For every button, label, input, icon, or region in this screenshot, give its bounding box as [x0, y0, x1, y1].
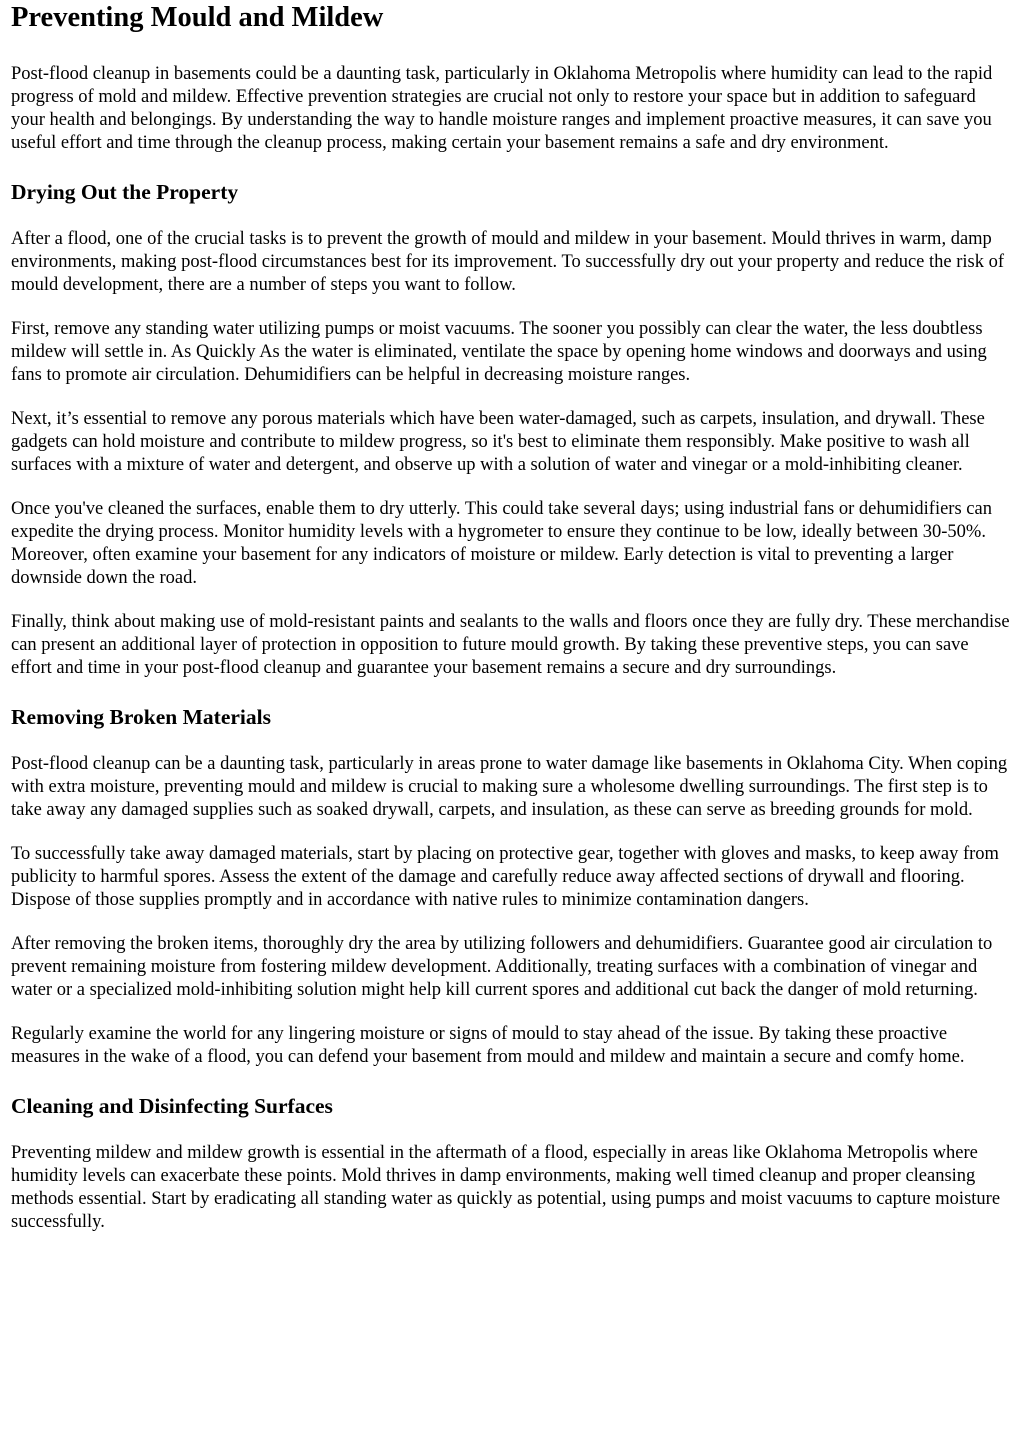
paragraph: Once you've cleaned the surfaces, enable them to dry utterly. This could take several days; using industrial fans or dehumidifiers can expedite the drying process. Monitor humidity levels with a hygrometer to ensure they continue to be low, ideally between 30-50%. Moreover, often examine your basement for any indicators of moisture or mildew. Early detection is vital to preventing a larger downside down the road. [11, 499, 992, 588]
paragraph: Finally, think about making use of mold-resistant paints and sealants to the walls and floors once they are fully dry. These merchandise can present an additional layer of protection in opposition to future mould growth. By taking these preventive steps, you can save effort and time in your post-flood cleanup and guarantee your basement remains a secure and dry surroundings. [11, 612, 1010, 678]
paragraph: After a flood, one of the crucial tasks is to prevent the growth of mould and mildew in your basement. Mould thrives in warm, damp environments, making post-flood circumstances best for its improvement. To successfully dry out your property and reduce the risk of mould development, there are a number of steps you want to follow. [11, 229, 1005, 295]
paragraph: Next, it’s essential to remove any porous materials which have been water-damaged, such as carpets, insulation, and drywall. These gadgets can hold moisture and contribute to mildew progress, so it's best to eliminate them responsibly. Make positive to wash all surfaces with a mixture of water and detergent, and observe up with a solution of water and vinegar or a mold-inhibiting cleaner. [11, 409, 985, 475]
section-heading: Removing Broken Materials [11, 705, 271, 729]
section-cleaning-surfaces [11, 1093, 1013, 1234]
intro-paragraph: Post-flood cleanup in basements could be a daunting task, particularly in Oklahoma Metropolis where humidity can lead to the rapid progress of mold and mildew. Effective prevention strategies are crucial not only to restore your space but in addition to safeguard your health and belongings. By understanding the way to handle moisture ranges and implement proactive measures, it can save you useful effort and time through the cleanup process, making certain your basement remains a safe and dry environment. [11, 64, 993, 153]
paragraph: After removing the broken items, thoroughly dry the area by utilizing followers and dehumidifiers. Guarantee good air circulation to prevent remaining moisture from fostering mildew development. Additionally, treating surfaces with a combination of vinegar and water or a specialized mold-inhibiting solution might help kill current spores and additional cut back the danger of mold returning. [11, 934, 993, 1000]
section-drying-out [11, 179, 1013, 680]
section-removing-materials [11, 704, 1013, 1069]
paragraph: Regularly examine the world for any lingering moisture or signs of mould to stay ahead of the issue. By taking these proactive measures in the wake of a flood, you can defend your basement from mould and mildew and maintain a secure and comfy home. [11, 1024, 965, 1067]
section-heading: Cleaning and Disinfecting Surfaces [11, 1094, 333, 1118]
page-title: Preventing Mould and Mildew [11, 2, 384, 33]
paragraph: Preventing mildew and mildew growth is essential in the aftermath of a flood, especially in areas like Oklahoma Metropolis where humidity levels can exacerbate these points. Mold thrives in damp environments, making well timed cleanup and proper cleansing methods essential. Start by eradicating all standing water as quickly as potential, using pumps and moist vacuums to capture moisture successfully. [11, 1143, 1001, 1232]
paragraph: Post-flood cleanup can be a daunting task, particularly in areas prone to water damage like basements in Oklahoma City. When coping with extra moisture, preventing mould and mildew is crucial to making sure a wholesome dwelling surroundings. The first step is to take away any damaged supplies such as soaked drywall, carpets, and insulation, as these can serve as breeding grounds for mold. [11, 754, 1008, 820]
article [0, 1, 1024, 1234]
paragraph: To successfully take away damaged materials, start by placing on protective gear, together with gloves and masks, to keep away from publicity to harmful spores. Assess the extent of the damage and carefully reduce away affected sections of drywall and flooring. Dispose of those supplies promptly and in accordance with native rules to minimize contamination dangers. [11, 844, 999, 910]
paragraph: First, remove any standing water utilizing pumps or moist vacuums. The sooner you possibly can clear the water, the less doubtless mildew will settle in. As Quickly As the water is eliminated, ventilate the space by opening home windows and doorways and using fans to promote air circulation. Dehumidifiers can be helpful in decreasing moisture ranges. [11, 319, 987, 385]
section-heading: Drying Out the Property [11, 180, 239, 204]
